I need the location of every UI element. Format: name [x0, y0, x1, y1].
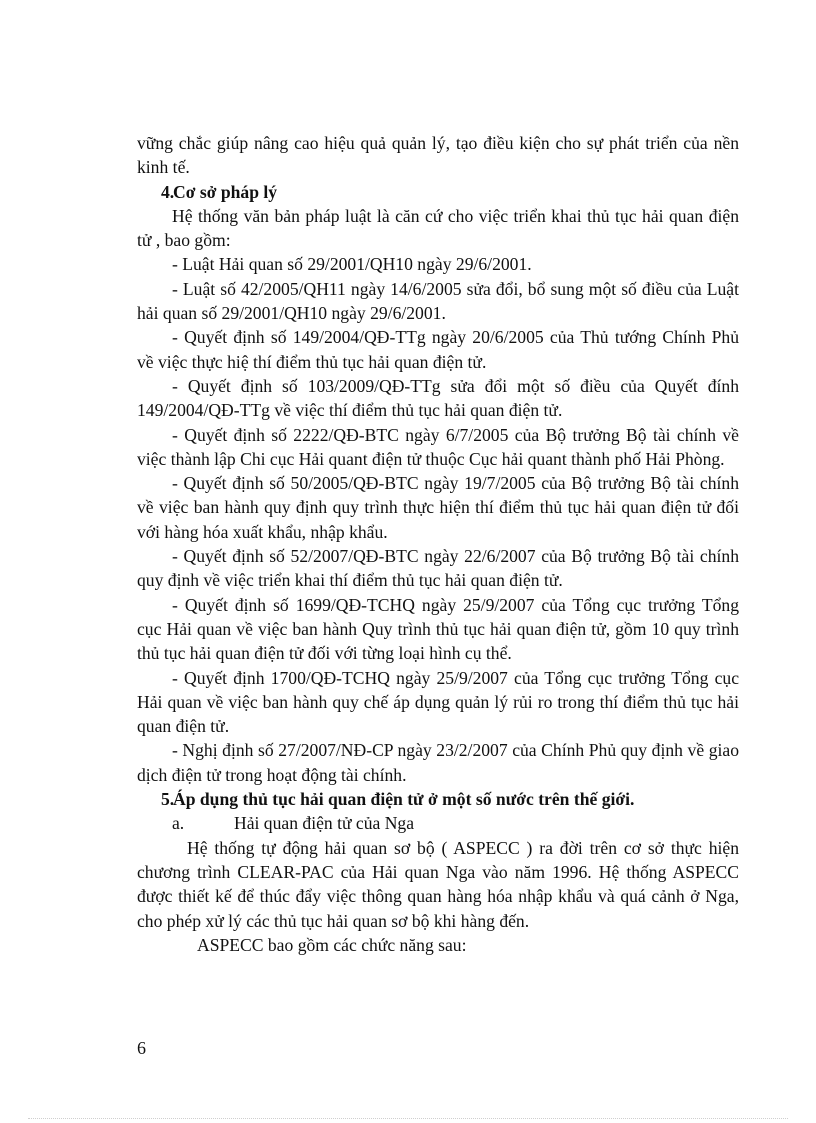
section-5-number: 5. — [161, 789, 175, 810]
body-text — [137, 131, 739, 957]
subsection-a-letter: a. — [172, 813, 185, 834]
aspecc-paragraph: Hệ thống tự động hải quan sơ bộ ( ASPECC ) ra đời trên cơ sở thực hiện chương trình CLEAR-PAC của Hải quan Nga vào năm 1996. Hệ thống ASPECC được thiết kế để thúc đẩy việc thông quan hàng hóa nhập khẩu và quá cảnh ở Nga, cho phép xử lý các thủ tục hải quan sơ bộ khi hàng đến. — [137, 837, 739, 931]
legal-item: - Quyết định số 2222/QĐ-BTC ngày 6/7/2005 của Bộ trưởng Bộ tài chính về việc thành lập Chi cục Hải quant điện tử thuộc Cục hải quant thành phố Hải Phòng. — [137, 424, 739, 469]
legal-item: - Nghị định số 27/2007/NĐ-CP ngày 23/2/2007 của Chính Phủ quy định về giao dịch điện tử trong hoạt động tài chính. — [137, 740, 739, 785]
legal-item: - Quyết định 1700/QĐ-TCHQ ngày 25/9/2007 của Tổng cục trưởng Tổng cục Hải quan về việc ban hành quy chế áp dụng quản lý rủi ro trong thí điểm thủ tục hải quan điện tử. — [137, 667, 739, 737]
bottom-divider — [28, 1118, 788, 1119]
legal-item: - Quyết định số 52/2007/QĐ-BTC ngày 22/6/2007 của Bộ trưởng Bộ tài chính quy định về việc triển khai thí điểm thủ tục hải quan điện tử. — [137, 546, 739, 591]
intro-paragraph: vững chắc giúp nâng cao hiệu quả quản lý, tạo điều kiện cho sự phát triển của nền kinh tế. — [137, 133, 739, 178]
legal-item: - Quyết định số 149/2004/QĐ-TTg ngày 20/6/2005 của Thủ tướng Chính Phủ về việc thực hiệ thí điểm thủ tục hải quan điện tử. — [137, 327, 739, 372]
legal-item: - Luật Hải quan số 29/2001/QH10 ngày 29/6/2001. — [172, 254, 532, 275]
section-4-title: Cơ sở pháp lý — [173, 181, 278, 202]
legal-item: - Quyết định số 103/2009/QĐ-TTg sửa đổi một số điều của Quyết đính 149/2004/QĐ-TTg về việc thí điểm thủ tục hải quan điện tử. — [137, 375, 739, 421]
aspecc-functions-lead: ASPECC bao gồm các chức năng sau: — [197, 934, 467, 955]
subsection-a-title: Hải quan điện tử của Nga — [234, 813, 415, 834]
section-4-lead: Hệ thống văn bản pháp luật là căn cứ cho việc triển khai thủ tục hải quan điện tử , bao gồm: — [137, 205, 739, 251]
legal-item: - Quyết định số 50/2005/QĐ-BTC ngày 19/7/2005 của Bộ trưởng Bộ tài chính về việc ban hành quy định quy trình thực hiện thí điểm thủ tục hải quan điện tử đối với hàng hóa xuất khẩu, nhập khẩu. — [137, 473, 739, 542]
page-number: 6 — [137, 1038, 146, 1058]
section-4-number: 4. — [161, 181, 175, 202]
legal-item: - Quyết định số 1699/QĐ-TCHQ ngày 25/9/2007 của Tổng cục trưởng Tổng cục Hải quan về việc ban hành Quy trình thủ tục hải quan điện tử, gồm 10 quy trình thủ tục hải quan điện tử đối với từng loại hình cụ thể. — [137, 594, 739, 664]
section-4-heading — [137, 180, 739, 204]
section-5-title: Áp dụng thủ tục hải quan điện tử ở một số nước trên thế giới. — [173, 789, 635, 810]
legal-item: - Luật số 42/2005/QH11 ngày 14/6/2005 sửa đổi, bổ sung một số điều của Luật hải quan số 29/2001/QH10 ngày 29/6/2001. — [137, 278, 739, 324]
subsection-a-heading — [137, 811, 739, 835]
section-5-heading — [137, 787, 739, 811]
